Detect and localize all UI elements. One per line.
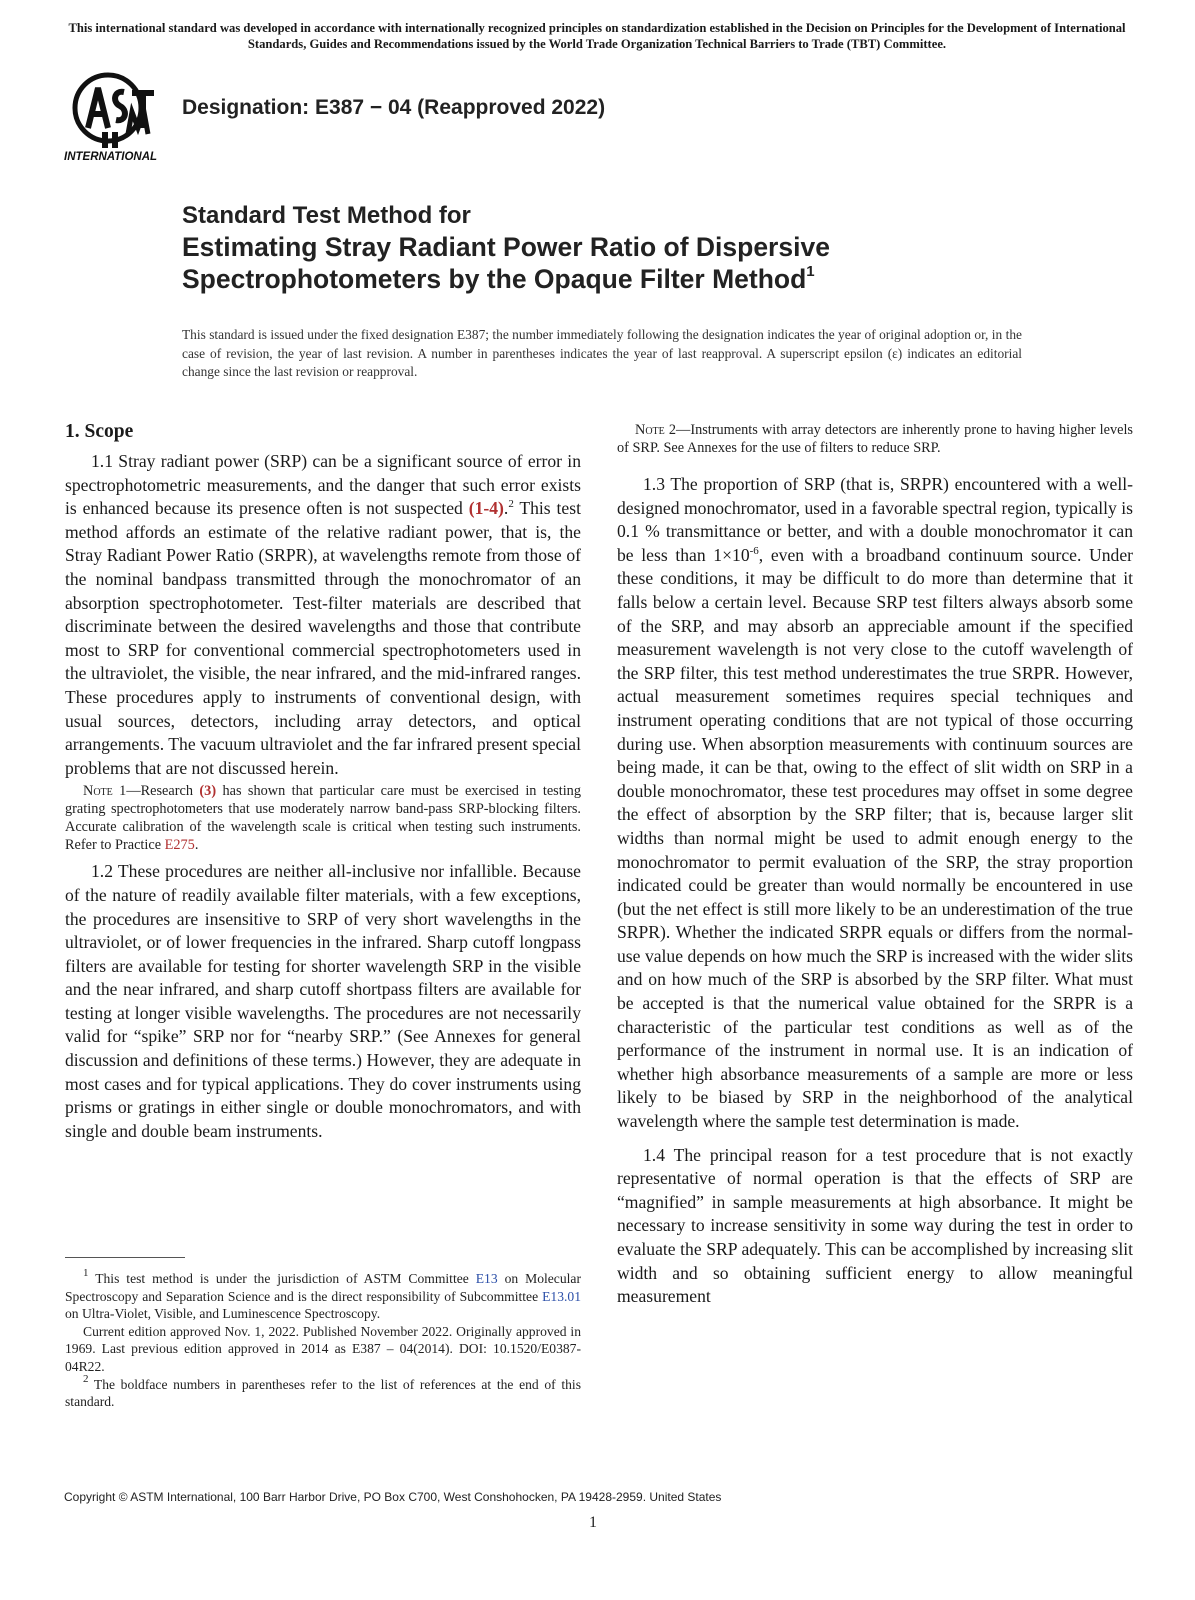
left-column	[65, 420, 581, 1143]
note-1-text-c: .	[194, 837, 199, 854]
exponent: -6	[749, 544, 759, 557]
section-heading-scope: 1. Scope	[65, 421, 134, 442]
subcommittee-link-e13-01[interactable]: E13.01	[542, 1288, 581, 1304]
wto-notice: This international standard was developed in accordance with internationally recognized principles on standardization established in the Decision on Principles for the Development of International Standards, Guides and Recommendations issued by the World Trade Organization Technical Barriers to Trade (TBT) Committee.	[68, 21, 1126, 51]
p3-text-a: 1.3 The proportion of SRP (that is, SRPR) encountered with a well-designed monochromator, used in a favorable spectral region, typically is 0.1 % transmittance or better, and with a double monochromator it can be less than 1×10	[617, 474, 1133, 565]
issued-note: This standard is issued under the fixed designation E387; the number immediately following the designation indicates the year of original adoption or, in the case of revision, the year of last revision. A number in parentheses indicates the year of last reapproval. A superscript epsilon (ε) indicates an editorial change since the last revision or reapproval.	[182, 327, 1022, 379]
practice-link-e275[interactable]: E275	[164, 837, 195, 854]
designation: Designation: E387 − 04 (Reapproved 2022)	[182, 96, 606, 119]
astm-logo-icon	[62, 72, 170, 164]
title-line-1: Standard Test Method for	[182, 202, 471, 229]
note-2	[617, 421, 1133, 457]
p1-text-c: This test method affords an estimate of the relative radiant power, that is, the Stray Radiant Power Ratio (SRPR), at wavelengths remote from those of the nominal bandpass transmitted through the monochromator of an absorption spectrophotometer. Test-filter materials are described that discriminate between the desired wavelengths and those that contribute most to SRP for conventional commercial spectrophotometers used in the ultraviolet, the visible, the near infrared, and the mid-infrared ranges. These procedures apply to instruments of conventional design, with usual sources, detectors, including array detectors, and optical arrangements. The vacuum ultraviolet and the far infrared present special problems that are not discussed herein.	[65, 498, 581, 778]
title-line-3-text: Spectrophotometers by the Opaque Filter Method	[182, 264, 807, 294]
paragraph-1-3	[617, 473, 1133, 1134]
footnote-divider	[65, 1257, 185, 1258]
right-column	[617, 421, 1133, 1309]
note-2-label: Note 2	[635, 422, 677, 438]
paragraph-1-2: 1.2 These procedures are neither all-inclusive nor infallible. Because of the nature of readily available filter materials, with a few exceptions, the procedures are insensitive to SRP of very short wavelengths in the ultraviolet, or of lower frequencies in the infrared. Sharp cutoff longpass filters are available for testing for shorter wavelength SRP in the visible and the near infrared, and sharp cutoff shortpass filters are available for testing at longer visible wavelengths. The procedures are not necessarily valid for “spike” SRP nor for “nearby SRP.” (See Annexes for general discussion and definitions of these terms.) However, they are adequate in most cases and for typical applications. They do cover instruments using prisms or gratings in either single or double monochromators, and with single and double beam instruments.	[65, 861, 581, 1141]
footnote-1-text-c: on Ultra-Violet, Visible, and Luminescence Spectroscopy.	[65, 1306, 381, 1322]
astm-logo	[62, 72, 170, 164]
note-1	[65, 782, 581, 854]
spacer	[617, 463, 1133, 473]
p3-text-b: , even with a broadband continuum source. Under these conditions, it may be difficult to do more than determine that it falls below a certain level. Because SRP test filters always absorb some of the SRP, and may absorb an appreciable amount if the specified measurement wavelength is not very close to the cutoff wavelength of the SRP filter, this test method underestimates the true SRPR. However, actual measurement sometimes requires special techniques and instrument operating conditions that are not typical of those occurring during use. When absorption measurements with continuum sources are being made, it can be that, owing to the effect of slit width on SRP in a double monochromator, these test procedures may offset in some degree the effect of absorption by the SRP filter; that is, because larger slit widths than normal might be used to admit enough energy to the monochromator to permit evaluation of the SRP, the stray proportion indicated could be greater than would normally be encountered in use (but the net effect is still more likely to be an underestimation of the true SRPR). Whether the indicated SRPR equals or differs from the normal-use value depends on how much the SRP is increased with the wider slits and on how much of the SRP is absorbed by the SRP filter. What must be accepted is that the numerical value obtained for the SRPR is a characteristic of the particular test conditions as well as of the performance of the instrument in normal use. It is an indication of whether high absorbance measurements of a sample are more or less likely to be biased by SRP in the neighborhood of the analytical wavelength where the sample test determination is made.	[617, 544, 1133, 1132]
note-1-text-a: —Research	[126, 783, 200, 800]
footnote-1-text-b: on Molecular Spectroscopy and Separation Science and is the direct responsibility of Subcommittee	[65, 1271, 581, 1304]
footnote-2	[65, 1372, 581, 1411]
title-line-2: Estimating Stray Radiant Power Ratio of Dispersive	[182, 232, 830, 262]
spacer	[617, 1134, 1133, 1144]
footnotes	[65, 1267, 581, 1411]
reference-link-1-4[interactable]: (1-4)	[468, 498, 504, 519]
copyright: Copyright © ASTM International, 100 Barr Harbor Drive, PO Box C700, West Conshohocken, PA 19428-2959. United States	[64, 1490, 722, 1504]
p1-text-a: 1.1 Stray radiant power (SRP) can be a significant source of error in spectrophotometric measurements, and the danger that such error exists is enhanced because its presence often is not suspected	[65, 451, 581, 519]
paragraph-1-1	[65, 450, 581, 780]
note-1-text-b: has shown that particular care must be exercised in testing grating spectrophotometers that use moderately narrow band-pass SRP-blocking filters. Accurate calibration of the wavelength scale is critical when testing such instruments. Refer to Practice	[65, 783, 581, 854]
reference-link-3[interactable]: (3)	[199, 783, 217, 800]
footnote-mark-2: 2	[508, 498, 514, 511]
footnote-1-text-a: This test method is under the jurisdiction of ASTM Committee	[88, 1271, 476, 1286]
footnote-1-mark: 1	[83, 1267, 89, 1279]
logo-text: INTERNATIONAL	[64, 151, 158, 163]
title-line-3	[182, 263, 1002, 295]
footnote-1-edition: Current edition approved Nov. 1, 2022. Published November 2022. Originally approved in 1969. Last previous edition approved in 2014 as E387 – 04(2014). DOI: 10.1520/E0387-04R22.	[65, 1323, 581, 1374]
page-number: 1	[589, 1514, 597, 1531]
footnote-1	[65, 1267, 581, 1323]
note-2-text: —Instruments with array detectors are inherently prone to having higher levels of SRP. See Annexes for the use of filters to reduce SRP.	[617, 422, 1133, 456]
p1-text-b: .	[503, 498, 509, 519]
footnote-2-mark: 2	[83, 1372, 89, 1385]
paragraph-1-4: 1.4 The principal reason for a test procedure that is not exactly representative of normal operation is that the effects of SRP are “magnified” in sample measurements at high absorbance. It might be necessary to increase sensitivity in some way during the test in order to evaluate the SRP adequately. This can be accomplished by increasing slit width and so obtaining sufficient energy to allow meaningful measurement	[617, 1144, 1133, 1307]
footnote-2-text: The boldface numbers in parentheses refer to the list of references at the end of this standard.	[65, 1376, 581, 1410]
title-footnote-mark: 1	[806, 263, 815, 280]
note-1-label: Note 1	[83, 783, 127, 800]
committee-link-e13[interactable]: E13	[475, 1271, 498, 1286]
document-title	[182, 200, 1002, 295]
